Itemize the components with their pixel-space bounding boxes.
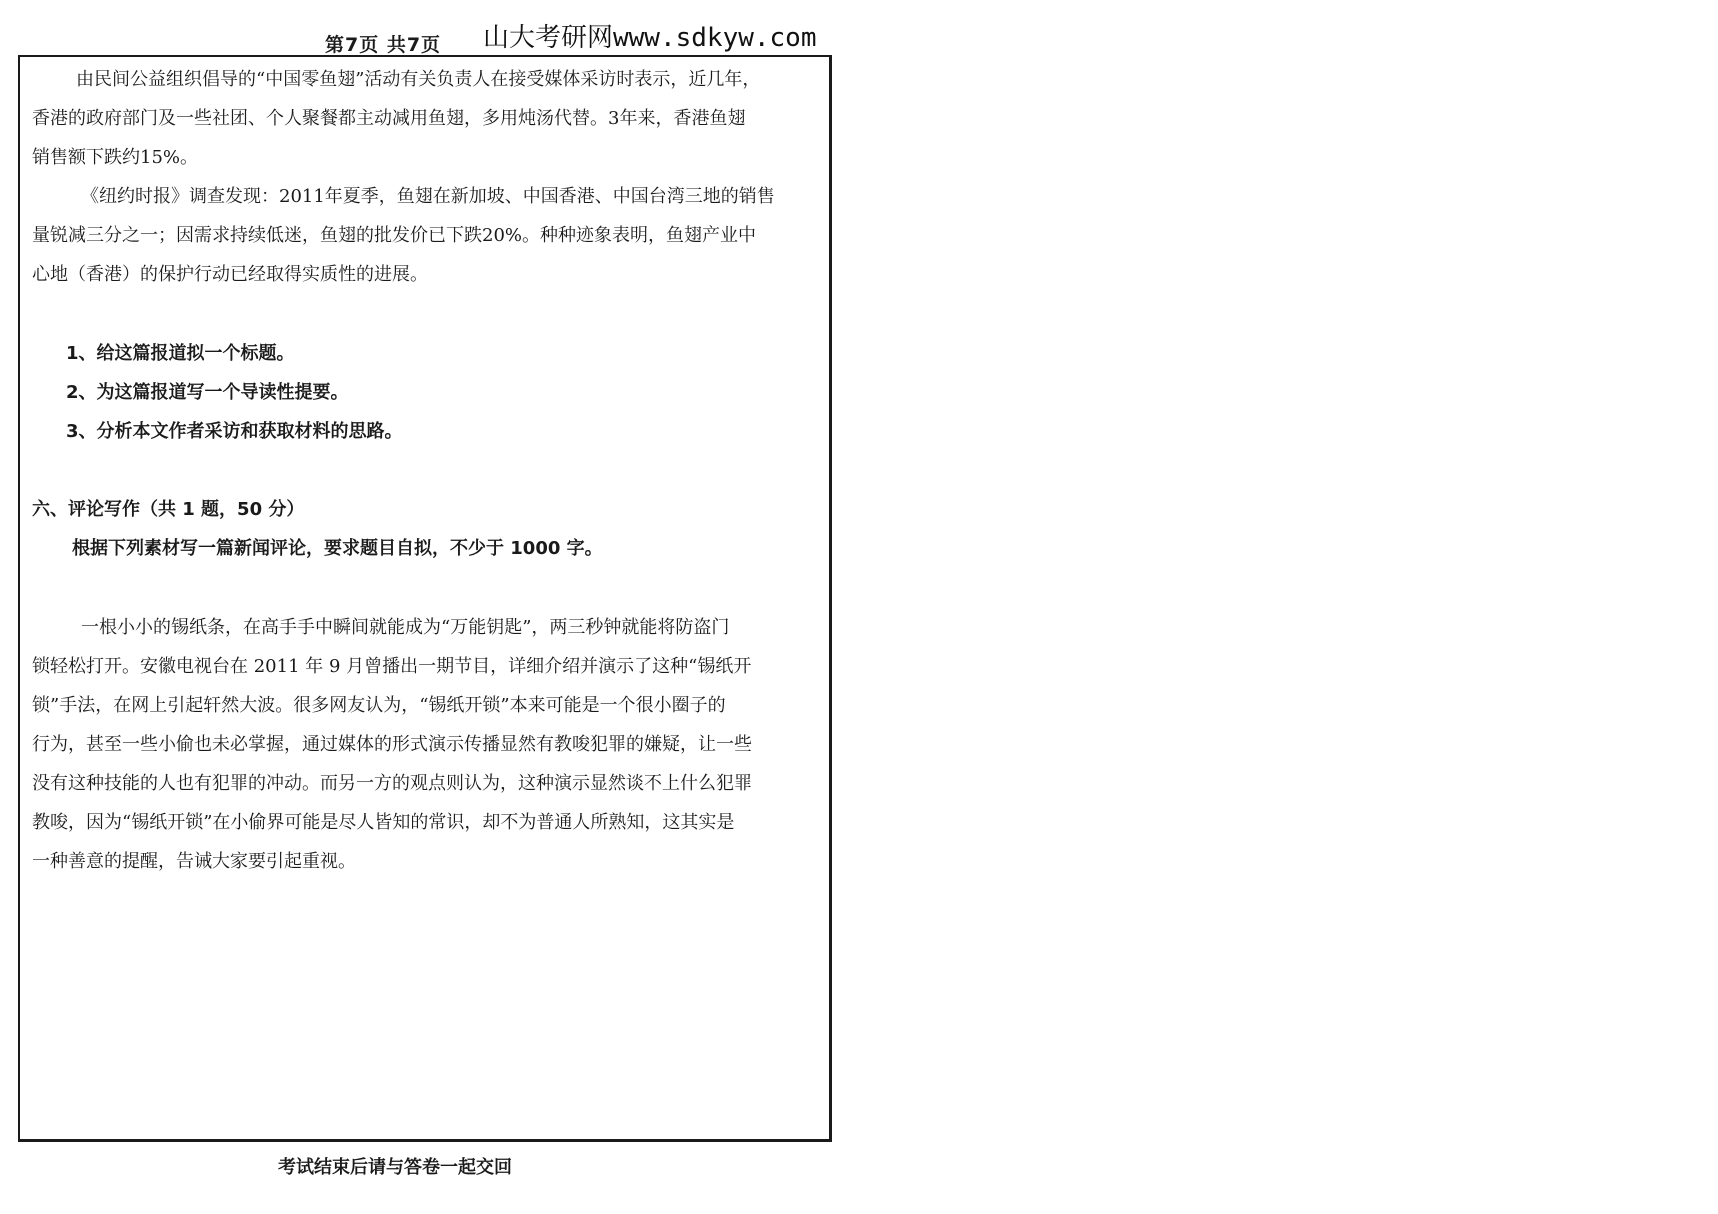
section-heading: 六、评论写作（共 1 题，50 分）	[32, 499, 305, 520]
page-indicator: 第7页 共7页	[325, 34, 442, 56]
question-item: 1、给这篇报道拟一个标题。	[66, 343, 295, 364]
question-item: 3、分析本文作者采访和获取材料的思路。	[66, 421, 403, 442]
section-instruction: 根据下列素材写一篇新闻评论，要求题目自拟，不少于 1000 字。	[72, 538, 603, 559]
passage2-line: 没有这种技能的人也有犯罪的冲动。而另一方的观点则认为，这种演示显然谈不上什么犯罪	[32, 773, 752, 794]
exam-page-frame	[18, 55, 832, 1142]
passage2-line: 一根小小的锡纸条，在高手手中瞬间就能成为“万能钥匙”，两三秒钟就能将防盗门	[81, 617, 730, 638]
passage1-line: 销售额下跌约15%。	[32, 147, 199, 168]
question-item: 2、为这篇报道写一个导读性提要。	[66, 382, 349, 403]
passage1-line: 量锐减三分之一；因需求持续低迷，鱼翅的批发价已下跌20%。种种迹象表明，鱼翅产业中	[32, 225, 757, 246]
passage2-line: 锁轻松打开。安徽电视台在 2011 年 9 月曾播出一期节目，详细介绍并演示了这种“锡纸开	[32, 656, 752, 677]
watermark-text: 山大考研网www.sdkyw.com	[483, 23, 817, 53]
passage2-line: 行为，甚至一些小偷也未必掌握，通过媒体的形式演示传播显然有教唆犯罪的嫌疑，让一些	[32, 734, 752, 755]
passage1-line: 香港的政府部门及一些社团、个人聚餐都主动减用鱼翅，多用炖汤代替。3年来，香港鱼翅	[32, 108, 746, 129]
passage1-line: 《纽约时报》调查发现：2011年夏季，鱼翅在新加坡、中国香港、中国台湾三地的销售	[81, 186, 775, 207]
passage2-line: 一种善意的提醒，告诫大家要引起重视。	[32, 851, 356, 872]
passage1-line: 由民间公益组织倡导的“中国零鱼翅”活动有关负责人在接受媒体采访时表示，近几年，	[76, 69, 761, 90]
footer-note: 考试结束后请与答卷一起交回	[278, 1157, 512, 1178]
passage2-line: 锁”手法，在网上引起轩然大波。很多网友认为，“锡纸开锁”本来可能是一个很小圈子的	[32, 695, 726, 716]
passage1-line: 心地（香港）的保护行动已经取得实质性的进展。	[32, 264, 428, 285]
passage2-line: 教唆，因为“锡纸开锁”在小偷界可能是尽人皆知的常识，却不为普通人所熟知，这其实是	[32, 812, 735, 833]
